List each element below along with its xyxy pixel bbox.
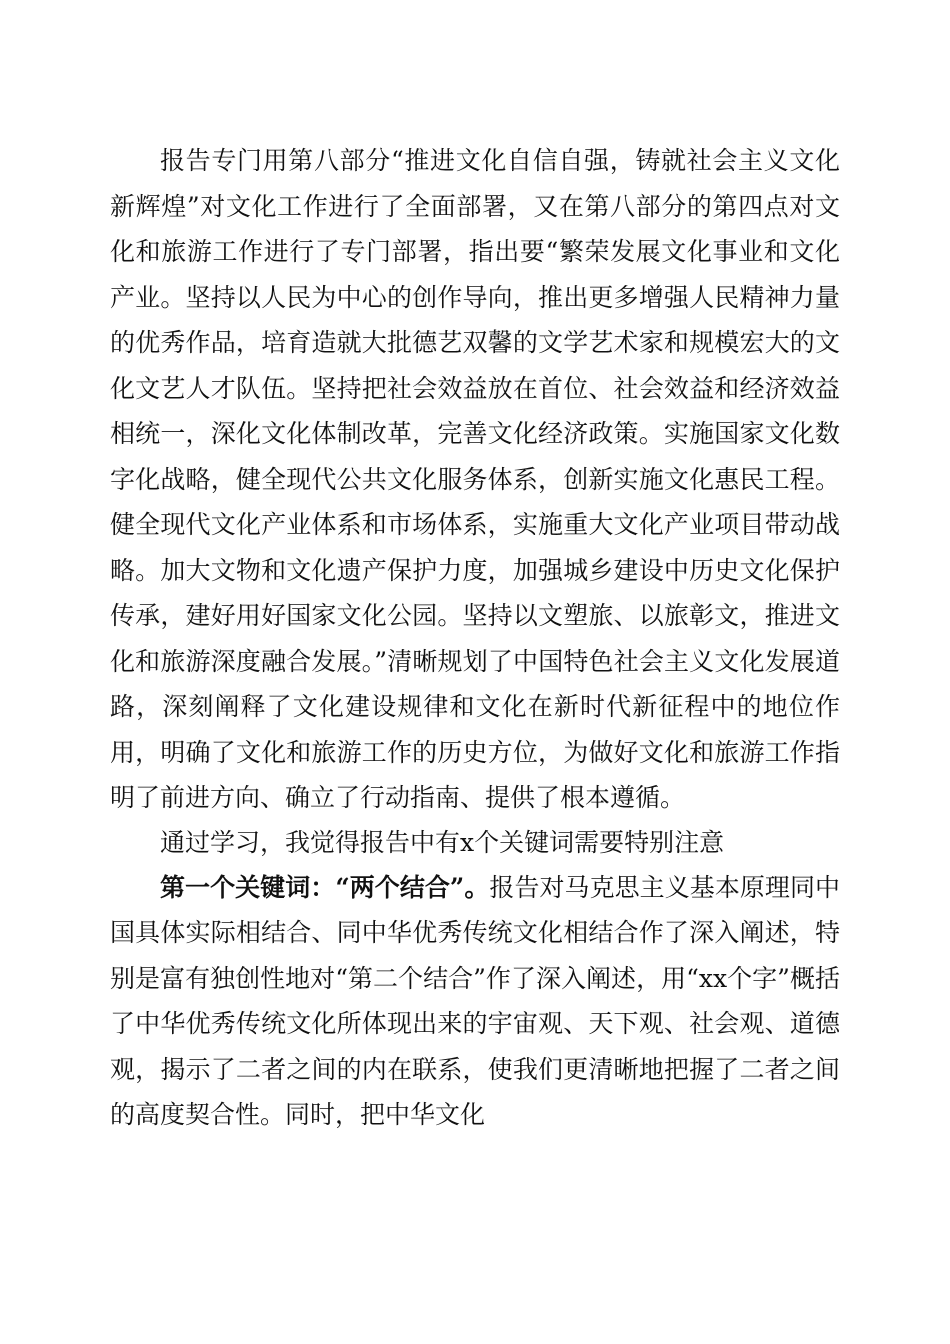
keyword-heading: 第一个关键词：“两个结合”。 (160, 872, 490, 902)
paragraph-keywords-intro (110, 821, 840, 865)
paragraph-text: 通过学习，我觉得报告中有x个关键词需要特别注意 (160, 827, 725, 857)
paragraph-report-culture (110, 138, 840, 821)
document-page (110, 138, 840, 1138)
paragraph-first-keyword (110, 865, 840, 1138)
paragraph-text: 报告对马克思主义基本原理同中国具体实际相结合、同中华优秀传统文化相结合作了深入阐述，特别是富有独创性地对“第二个结合”作了深入阐述，用“xx个字”概括了中华优秀传统文化所体现出来的宇宙观、天下观、社会观、道德观，揭示了二者之间的内在联系，使我们更清晰地把握了二者之间的高度契合性。同时，把中华文化 (110, 872, 840, 1129)
paragraph-text: 报告专门用第八部分“推进文化自信自强，铸就社会主义文化新辉煌”对文化工作进行了全面部署，又在第八部分的第四点对文化和旅游工作进行了专门部署，指出要“繁荣发展文化事业和文化产业。坚持以人民为中心的创作导向，推出更多增强人民精神力量的优秀作品，培育造就大批德艺双馨的文学艺术家和规模宏大的文化文艺人才队伍。坚持把社会效益放在首位、社会效益和经济效益相统一，深化文化体制改革，完善文化经济政策。实施国家文化数字化战略，健全现代公共文化服务体系，创新实施文化惠民工程。健全现代文化产业体系和市场体系，实施重大文化产业项目带动战略。加大文物和文化遗产保护力度，加强城乡建设中历史文化保护传承，建好用好国家文化公园。坚持以文塑旅、以旅彰文，推进文化和旅游深度融合发展。”清晰规划了中国特色社会主义文化发展道路，深刻阐释了文化建设规律和文化在新时代新征程中的地位作用，明确了文化和旅游工作的历史方位，为做好文化和旅游工作指明了前进方向、确立了行动指南、提供了根本遵循。 (110, 146, 840, 812)
